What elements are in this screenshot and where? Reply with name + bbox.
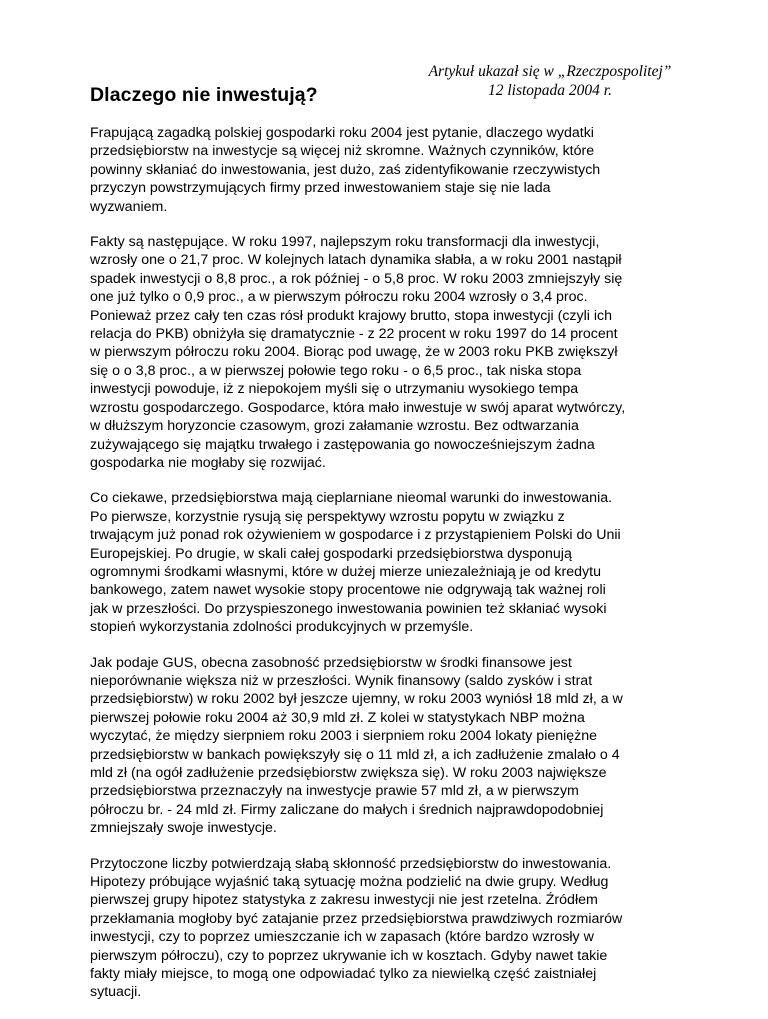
publication-note-line-1: Artykuł ukazał się w „Rzeczpospolitej” <box>428 63 672 80</box>
paragraph-4-line: przedsiębiorstwa przeznaczyły na inwestycje prawie 57 mld zł, a w pierwszym <box>90 783 579 800</box>
paragraph-2-line: spadek inwestycji o 8,8 proc., a rok później - o 5,8 proc. W roku 2003 zmniejszyły się <box>90 270 623 287</box>
paragraph-1-line: powinny skłaniać do inwestowania, jest dużo, zaś zidentyfikowanie rzeczywistych <box>90 161 601 178</box>
paragraph-4-line: zmniejszały swoje inwestycje. <box>90 820 277 837</box>
paragraph-5-line: sytuacji. <box>90 984 142 1001</box>
paragraph-5-line: Przytoczone liczby potwierdzają słabą skłonność przedsiębiorstw do inwestowania. <box>90 855 612 872</box>
paragraph-4-line: wyczytać, że między sierpniem roku 2003 i sierpniem roku 2004 lokaty pieniężne <box>90 728 598 745</box>
paragraph-3-line: jak w przeszłości. Do przyspieszonego inwestowania powinien też skłaniać wysoki <box>90 600 607 617</box>
article-body <box>90 124 690 1019</box>
paragraph-5-line: fakty miały miejsce, to mogą one odpowiadać tylko za niewielką część zaistniałej <box>90 966 597 983</box>
paragraph-4-line: półroczu br. - 24 mld zł. Firmy zaliczane do małych i średnich najprawdopodobniej <box>90 801 604 818</box>
paragraph-5-line: pierwszym półroczu), czy to poprzez ukrywanie ich w kosztach. Gdyby nawet takie <box>90 947 608 964</box>
paragraph-4-line: Jak podaje GUS, obecna zasobność przedsiębiorstw w środki finansowe jest <box>90 654 572 671</box>
paragraph-1-line: przedsiębiorstw na inwestycje są więcej niż skromne. Ważnych czynników, które <box>90 143 595 160</box>
paragraph-5 <box>90 855 690 1002</box>
paragraph-1-line: przyczyn powstrzymujących firmy przed inwestowaniem staje się nie lada <box>90 180 551 197</box>
paragraph-4-line: przedsiębiorstw w bankach powiększyły się o 11 mld zł, a ich zadłużenie zmalało o 4 <box>90 746 620 763</box>
paragraph-4 <box>90 654 690 838</box>
paragraph-1-line: Frapującą zagadką polskiej gospodarki roku 2004 jest pytanie, dlaczego wydatki <box>90 125 594 141</box>
paragraph-4-line: nieporównanie większa niż w przeszłości. Wynik finansowy (saldo zysków i strat <box>90 672 593 689</box>
paragraph-3-line: Co ciekawe, przedsiębiorstwa mają cieplarniane nieomal warunki do inwestowania. <box>90 490 613 507</box>
paragraph-4-line: przedsiębiorstw) w roku 2002 był jeszcze ujemny, w roku 2003 wyniósł 18 mld zł, a w <box>90 691 623 708</box>
paragraph-3-line: Europejskiej. Po drugie, w skali całej gospodarki przedsiębiorstwa dysponują <box>90 545 572 562</box>
paragraph-5-line: Hipotezy próbujące wyjaśnić taką sytuację można podzielić na dwie grupy. Według <box>90 874 609 891</box>
paragraph-2-line: inwestycji powoduje, iż z niepokojem myśli się o utrzymaniu wysokiego tempa <box>90 381 579 398</box>
paragraph-1 <box>90 124 690 216</box>
paragraph-3-line: bankowego, zatem nawet wysokie stopy procentowe nie odgrywają tak ważnej roli <box>90 582 606 599</box>
paragraph-2-line: Ponieważ przez cały ten czas rósł produkt krajowy brutto, stopa inwestycji (czyli ich <box>90 307 612 324</box>
paragraph-2-line: Fakty są następujące. W roku 1997, najlepszym roku transformacji dla inwestycji, <box>90 234 600 251</box>
paragraph-3 <box>90 489 690 636</box>
paragraph-3-line: Po pierwsze, korzystnie rysują się perspektywy wzrostu popytu w związku z <box>90 508 565 525</box>
paragraph-5-line: przekłamania mogłoby być zatajanie przez przedsiębiorstwa prawdziwych rozmiarów <box>90 910 623 927</box>
paragraph-2-line: relacja do PKB) obniżyła się dramatycznie - z 22 procent w roku 1997 do 14 procent <box>90 326 618 343</box>
paragraph-2-line: one już tylko o 0,9 proc., a w pierwszym półroczu roku 2004 wzrosły o 3,4 proc. <box>90 289 588 306</box>
paragraph-2 <box>90 233 690 472</box>
paragraph-2-line: się o o 3,8 proc., a w pierwszej połowie tego roku - o 6,5 proc., tak niska stopa <box>90 362 582 379</box>
paragraph-4-line: pierwszej połowie roku 2004 aż 30,9 mld zł. Z kolei w statystykach NBP można <box>90 709 585 726</box>
paragraph-3-line: ogromnymi środkami własnymi, które w dużej mierze uniezależniają je od kredytu <box>90 563 601 580</box>
paragraph-5-line: inwestycji, czy to poprzez umieszczanie ich w zapasach (które bardzo wzrosły w <box>90 929 594 946</box>
paragraph-2-line: wzrosły one o 21,7 proc. W kolejnych latach dynamika słabła, a w roku 2001 nastąpił <box>90 252 622 269</box>
paragraph-2-line: wzrostu gospodarczego. Gospodarce, która mało inwestuje w swój aparat wytwórczy, <box>90 399 626 416</box>
paragraph-2-line: gospodarka nie mogłaby się rozwijać. <box>90 454 326 471</box>
article-title: Dlaczego nie inwestują? <box>90 84 318 106</box>
paragraph-3-line: stopień wykorzystania zdolności produkcyjnych w przemyśle. <box>90 619 474 636</box>
paragraph-1-line: wyzwaniem. <box>90 198 168 215</box>
paragraph-5-line: pierwszej grupy hipotez statystyka z zakresu inwestycji nie jest rzetelna. Źródłem <box>90 892 598 909</box>
paragraph-2-line: w pierwszym półroczu roku 2004. Biorąc pod uwagę, że w 2003 roku PKB zwiększył <box>90 344 618 361</box>
publication-note-line-2: 12 listopada 2004 r. <box>487 82 612 99</box>
paragraph-4-line: mld zł (na ogół zadłużenie przedsiębiorstw zwiększa się). W roku 2003 największe <box>90 765 607 781</box>
paragraph-2-line: w dłuższym horyzoncie czasowym, grozi załamanie wzrostu. Bez odtwarzania <box>90 418 579 435</box>
paragraph-2-line: zużywającego się majątku trwałego i zastępowania go nowocześniejszym żadna <box>90 436 595 453</box>
article-header <box>90 62 700 122</box>
publication-note <box>400 62 700 100</box>
paragraph-3-line: trwającym już ponad rok ożywieniem w gospodarce i z przystąpieniem Polski do Unii <box>90 527 621 544</box>
